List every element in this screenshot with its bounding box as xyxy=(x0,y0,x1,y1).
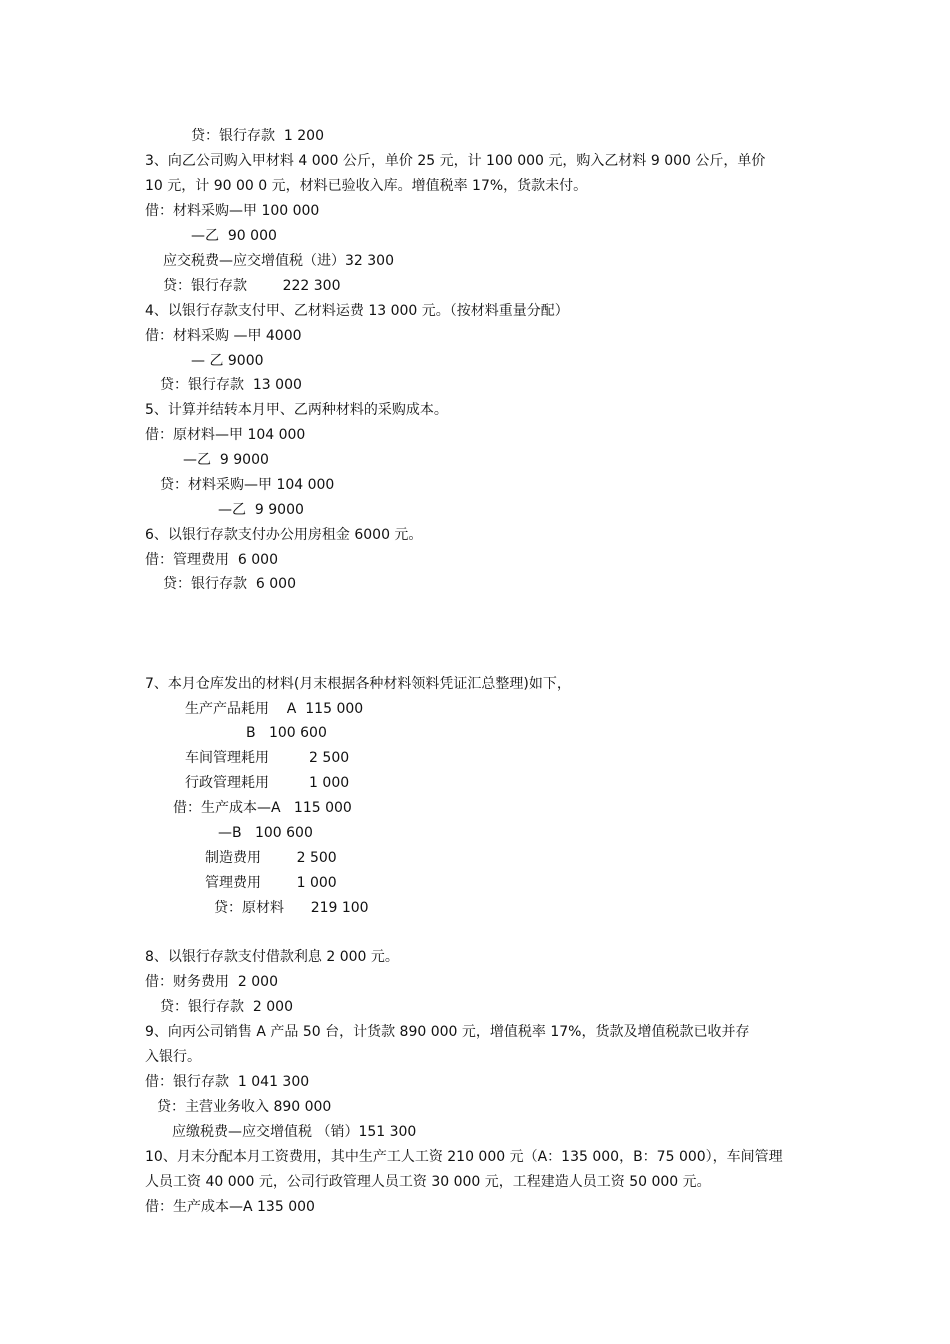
text-line: 借：材料采购 —甲 4000 xyxy=(145,328,302,344)
text-line: 借：材料采购—甲 100 000 xyxy=(145,203,320,219)
text-line: 9、向丙公司销售 A 产品 50 台，计货款 890 000 元，增值税率 17%，货款及增值税款已收并存 xyxy=(145,1024,750,1040)
text-line: 贷：银行存款 6 000 xyxy=(163,576,296,592)
text-line: 借：管理费用 6 000 xyxy=(145,552,278,568)
text-line: 车间管理耗用 2 500 xyxy=(185,750,350,766)
text-line: 8、以银行存款支付借款利息 2 000 元。 xyxy=(145,949,399,965)
text-line: 借：原材料—甲 104 000 xyxy=(145,427,306,443)
text-line: 入银行。 xyxy=(145,1049,201,1065)
text-line: 贷：材料采购—甲 104 000 xyxy=(160,477,335,493)
text-line: — 乙 9000 xyxy=(191,353,264,369)
text-line: B 100 600 xyxy=(246,725,327,741)
text-line: 4、以银行存款支付甲、乙材料运费 13 000 元。（按材料重量分配） xyxy=(145,303,569,319)
text-line: 贷：银行存款 1 200 xyxy=(191,128,324,144)
text-line: 借：生产成本—A 135 000 xyxy=(145,1199,315,1215)
text-line: —乙 9 9000 xyxy=(218,502,304,518)
text-line: 贷：银行存款 2 000 xyxy=(160,999,293,1015)
text-line: 5、计算并结转本月甲、乙两种材料的采购成本。 xyxy=(145,402,448,418)
text-line: 人员工资 40 000 元，公司行政管理人员工资 30 000 元，工程建造人员工资 50 000 元。 xyxy=(145,1174,711,1190)
text-line: 6、以银行存款支付办公用房租金 6000 元。 xyxy=(145,527,423,543)
text-line: 行政管理耗用 1 000 xyxy=(185,775,350,791)
text-line: —B 100 600 xyxy=(218,825,313,841)
text-line: 生产产品耗用 A 115 000 xyxy=(185,701,364,717)
text-line: 管理费用 1 000 xyxy=(205,875,337,891)
text-line: 应缴税费—应交增值税 （销）151 300 xyxy=(172,1124,417,1140)
text-line: 借：生产成本—A 115 000 xyxy=(173,800,352,816)
text-line: —乙 9 9000 xyxy=(183,452,269,468)
text-line: 10、月末分配本月工资费用，其中生产工人工资 210 000 元（A：135 000，B：75 000），车间管理 xyxy=(145,1149,783,1165)
text-line: 应交税费—应交增值税（进）32 300 xyxy=(163,253,394,269)
text-line: 借：银行存款 1 041 300 xyxy=(145,1074,310,1090)
text-line: 贷：银行存款 13 000 xyxy=(160,377,302,393)
text-line: 借：财务费用 2 000 xyxy=(145,974,278,990)
text-line: 贷：银行存款 222 300 xyxy=(163,278,341,294)
text-line: 7、本月仓库发出的材料(月末根据各种材料领料凭证汇总整理)如下， xyxy=(145,676,571,692)
text-line: 3、向乙公司购入甲材料 4 000 公斤，单价 25 元，计 100 000 元，购入乙材料 9 000 公斤，单价 xyxy=(145,153,766,169)
text-line: 10 元，计 90 00 0 元，材料已验收入库。增值税率 17%，货款未付。 xyxy=(145,178,588,194)
text-line: —乙 90 000 xyxy=(191,228,277,244)
text-line: 制造费用 2 500 xyxy=(205,850,337,866)
text-line: 贷：主营业务收入 890 000 xyxy=(157,1099,332,1115)
text-line: 贷：原材料 219 100 xyxy=(214,900,369,916)
